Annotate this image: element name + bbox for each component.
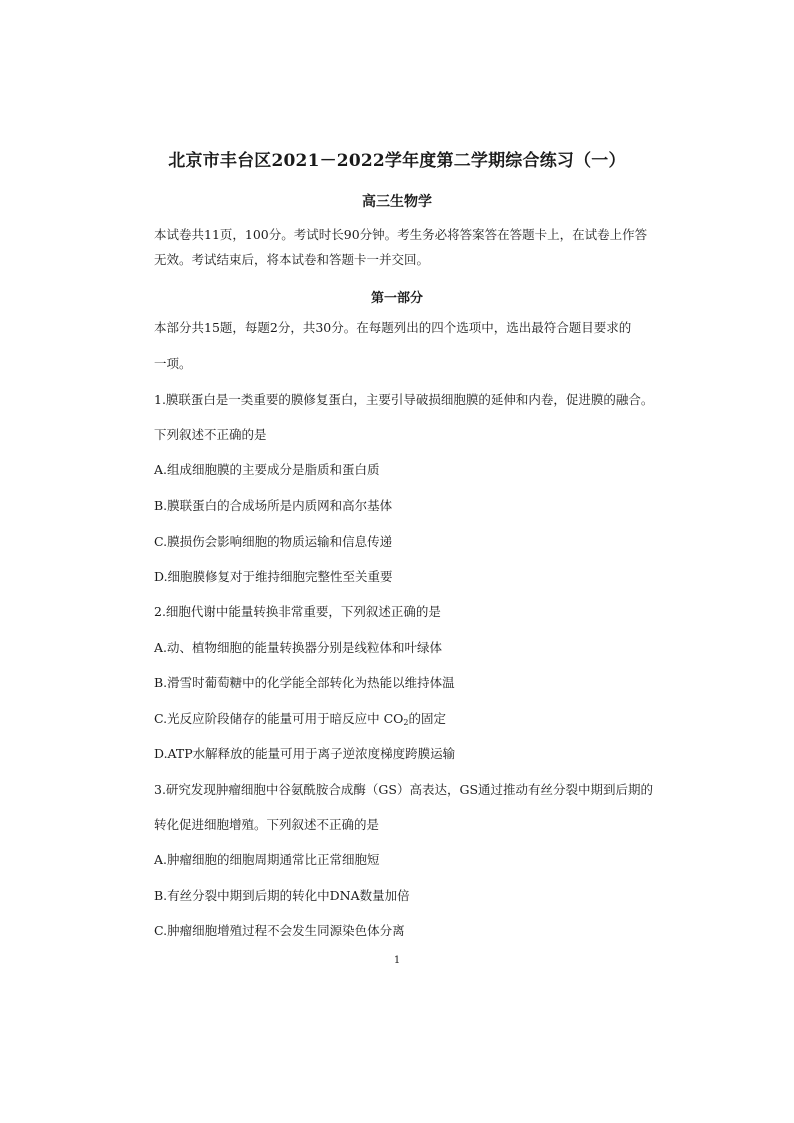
exam-title: 北京市丰台区2021－2022学年度第二学期综合练习（一） (168, 151, 626, 171)
part-intro-line-2: 一项。 (154, 356, 192, 371)
question-1-option-d: D.细胞膜修复对于维持细胞完整性至关重要 (154, 569, 393, 584)
part-intro-line-1: 本部分共15题，每题2分，共30分。在每题列出的四个选项中，选出最符合题目要求的 (154, 320, 632, 335)
question-3-option-b: B.有丝分裂中期到后期的转化中DNA数量加倍 (154, 888, 410, 903)
question-2-option-a: A.动、植物细胞的能量转换器分别是线粒体和叶绿体 (154, 640, 443, 655)
question-1-stem-line-1: 1.膜联蛋白是一类重要的膜修复蛋白，主要引导破损细胞膜的延伸和内卷，促进膜的融合。 (154, 392, 654, 407)
instructions-line-2: 无效。考试结束后，将本试卷和答题卡一并交回。 (154, 252, 430, 267)
exam-subject: 高三生物学 (362, 194, 432, 210)
question-2-option-b: B.滑雪时葡萄糖中的化学能全部转化为热能以维持体温 (154, 675, 455, 690)
question-2-option-c (154, 711, 446, 727)
question-1-stem-line-2: 下列叙述不正确的是 (154, 427, 267, 442)
part-heading: 第一部分 (370, 291, 423, 306)
question-1-option-b: B.膜联蛋白的合成场所是内质网和高尔基体 (154, 498, 393, 513)
question-3-stem-line-1: 3.研究发现肿瘤细胞中谷氨酰胺合成酶（GS）高表达，GS通过推动有丝分裂中期到后期的 (154, 782, 654, 797)
page-number: 1 (393, 955, 401, 966)
question-2-option-c-tail: 的固定 (408, 711, 446, 726)
question-1-option-c: C.膜损伤会影响细胞的物质运输和信息传递 (154, 534, 393, 549)
question-2-option-c-subscript: 2 (403, 718, 409, 727)
instructions-line-1: 本试卷共11页，100分。考试时长90分钟。考生务必将答案答在答题卡上，在试卷上作答 (154, 227, 648, 242)
question-2-option-c-text: C.光反应阶段储存的能量可用于暗反应中 CO (154, 711, 404, 726)
question-3-option-c: C.肿瘤细胞增殖过程不会发生同源染色体分离 (154, 923, 405, 938)
question-3-option-a: A.肿瘤细胞的细胞周期通常比正常细胞短 (154, 852, 380, 867)
question-1-option-a: A.组成细胞膜的主要成分是脂质和蛋白质 (154, 462, 380, 477)
question-2-stem: 2.细胞代谢中能量转换非常重要，下列叙述正确的是 (154, 604, 441, 619)
question-3-stem-line-2: 转化促进细胞增殖。下列叙述不正确的是 (154, 817, 380, 832)
question-2-option-d: D.ATP水解释放的能量可用于离子逆浓度梯度跨膜运输 (154, 746, 456, 761)
